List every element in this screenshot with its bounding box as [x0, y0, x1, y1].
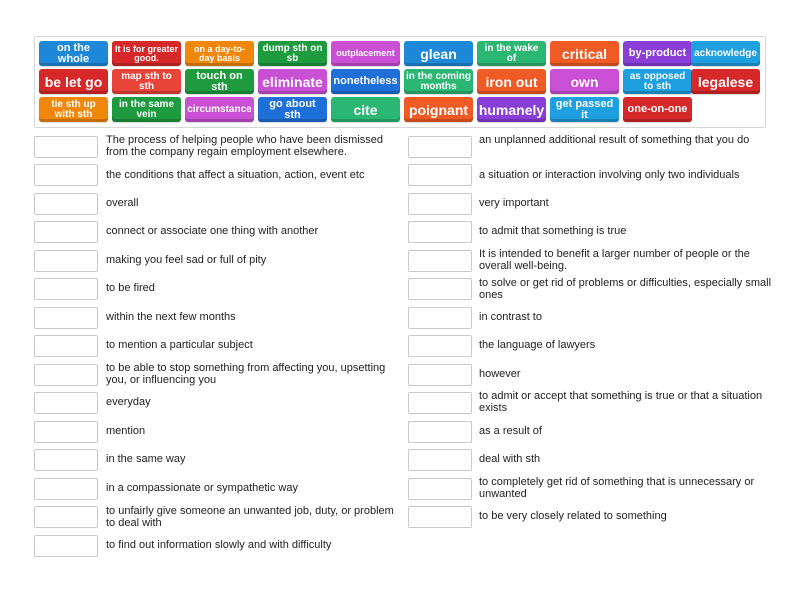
definition-text: to find out information slowly and with difficulty: [106, 539, 332, 551]
definition-text: to be able to stop something from affecting you, upsetting you, or influencing you: [106, 362, 386, 386]
answer-box[interactable]: [408, 193, 472, 215]
definition-text: in contrast to: [479, 311, 542, 323]
definition-text: It is intended to benefit a larger number of people or the overall well-being.: [479, 248, 750, 272]
answer-box[interactable]: [34, 335, 98, 357]
tile-touch-on-sth[interactable]: touch on sth: [185, 69, 254, 94]
definition-text: making you feel sad or full of pity: [106, 254, 267, 266]
answer-box[interactable]: [34, 250, 98, 272]
answer-box[interactable]: [34, 136, 98, 158]
tile-poignant[interactable]: poignant: [404, 97, 473, 122]
definition-text: to admit or accept that something is true or that a situation exists: [479, 390, 763, 414]
tile-circumstance[interactable]: circumstance: [185, 97, 254, 122]
answer-box[interactable]: [408, 364, 472, 386]
definition-text: The process of helping people who have been dismissed from the company regain employment elsewhere.: [106, 134, 384, 158]
answer-box[interactable]: [34, 449, 98, 471]
definition-text: everyday: [106, 396, 151, 408]
definition-text: within the next few months: [106, 311, 236, 323]
tile-iron-out[interactable]: iron out: [477, 69, 546, 94]
definition-text: to unfairly give someone an unwanted job, duty, or problem to deal with: [106, 505, 394, 529]
word-bank: [34, 36, 766, 128]
tile-critical[interactable]: critical: [550, 41, 619, 66]
tile-one-on-one[interactable]: one-on-one: [623, 97, 692, 122]
tile-outplacement[interactable]: outplacement: [331, 41, 400, 66]
answer-box[interactable]: [408, 221, 472, 243]
answer-box[interactable]: [408, 307, 472, 329]
answer-box[interactable]: [34, 193, 98, 215]
answer-box[interactable]: [34, 164, 98, 186]
tile-dump-sth-on-sb[interactable]: dump sth on sb: [258, 41, 327, 66]
definition-text: to be very closely related to something: [479, 510, 667, 522]
definition-text: mention: [106, 425, 146, 437]
tile-humanely[interactable]: humanely: [477, 97, 546, 122]
tile-on-the-whole[interactable]: on the whole: [39, 41, 108, 66]
definition-text: connect or associate one thing with another: [106, 225, 319, 237]
definition-text: in a compassionate or sympathetic way: [106, 482, 298, 494]
answer-box[interactable]: [34, 392, 98, 414]
definition-text: to mention a particular subject: [106, 339, 253, 351]
tile-eliminate[interactable]: eliminate: [258, 69, 327, 94]
tile-in-the-same-vein[interactable]: in the same vein: [112, 97, 181, 122]
definition-text: however: [479, 368, 521, 380]
definition-text: as a result of: [479, 425, 542, 437]
definition-text: to completely get rid of something that is unnecessary or unwanted: [479, 476, 755, 500]
tile-cite[interactable]: cite: [331, 97, 400, 122]
tile-get-passed-it[interactable]: get passed it: [550, 97, 619, 122]
answer-box[interactable]: [34, 478, 98, 500]
answer-box[interactable]: [408, 335, 472, 357]
tile-by-product[interactable]: by-product: [623, 41, 692, 66]
answer-box[interactable]: [408, 449, 472, 471]
tile-own[interactable]: own: [550, 69, 619, 94]
tile-in-the-coming-months[interactable]: in the coming months: [404, 69, 473, 94]
answer-box[interactable]: [408, 478, 472, 500]
definition-text: deal with sth: [479, 453, 541, 465]
answer-box[interactable]: [34, 278, 98, 300]
tile-tie-sth-up[interactable]: tie sth up with sth: [39, 97, 108, 122]
answer-box[interactable]: [408, 421, 472, 443]
tile-acknowledge[interactable]: acknowledge: [691, 41, 760, 66]
answer-box[interactable]: [408, 392, 472, 414]
answer-box[interactable]: [408, 136, 472, 158]
tile-go-about-sth[interactable]: go about sth: [258, 97, 327, 122]
definition-text: a situation or interaction involving only two individuals: [479, 169, 740, 181]
tile-greater-good[interactable]: It is for greater good.: [112, 41, 181, 66]
tile-in-the-wake-of[interactable]: in the wake of: [477, 41, 546, 66]
answer-box[interactable]: [34, 221, 98, 243]
tile-day-to-day[interactable]: on a day-to-day basis: [185, 41, 254, 66]
definition-text: very important: [479, 197, 549, 209]
answer-box[interactable]: [34, 421, 98, 443]
tile-be-let-go[interactable]: be let go: [39, 69, 108, 94]
answer-box[interactable]: [34, 307, 98, 329]
answer-box[interactable]: [408, 278, 472, 300]
definition-text: in the same way: [106, 453, 186, 465]
definition-text: to be fired: [106, 282, 155, 294]
answer-box[interactable]: [408, 250, 472, 272]
answer-box[interactable]: [408, 164, 472, 186]
definition-text: an unplanned additional result of something that you do: [479, 134, 750, 146]
tile-glean[interactable]: glean: [404, 41, 473, 66]
definition-text: to solve or get rid of problems or difficulties, especially small ones: [479, 277, 772, 301]
tile-legalese[interactable]: legalese: [691, 69, 760, 94]
answer-box[interactable]: [34, 364, 98, 386]
definition-text: overall: [106, 197, 139, 209]
tile-as-opposed-to[interactable]: as opposed to sth: [623, 69, 692, 94]
tile-nonetheless[interactable]: nonetheless: [331, 69, 400, 94]
answer-box[interactable]: [34, 506, 98, 528]
answer-box[interactable]: [408, 506, 472, 528]
tile-map-sth-to-sth[interactable]: map sth to sth: [112, 69, 181, 94]
definition-text: to admit that something is true: [479, 225, 627, 237]
definition-text: the language of lawyers: [479, 339, 596, 351]
answer-box[interactable]: [34, 535, 98, 557]
definition-text: the conditions that affect a situation, action, event etc: [106, 169, 365, 181]
